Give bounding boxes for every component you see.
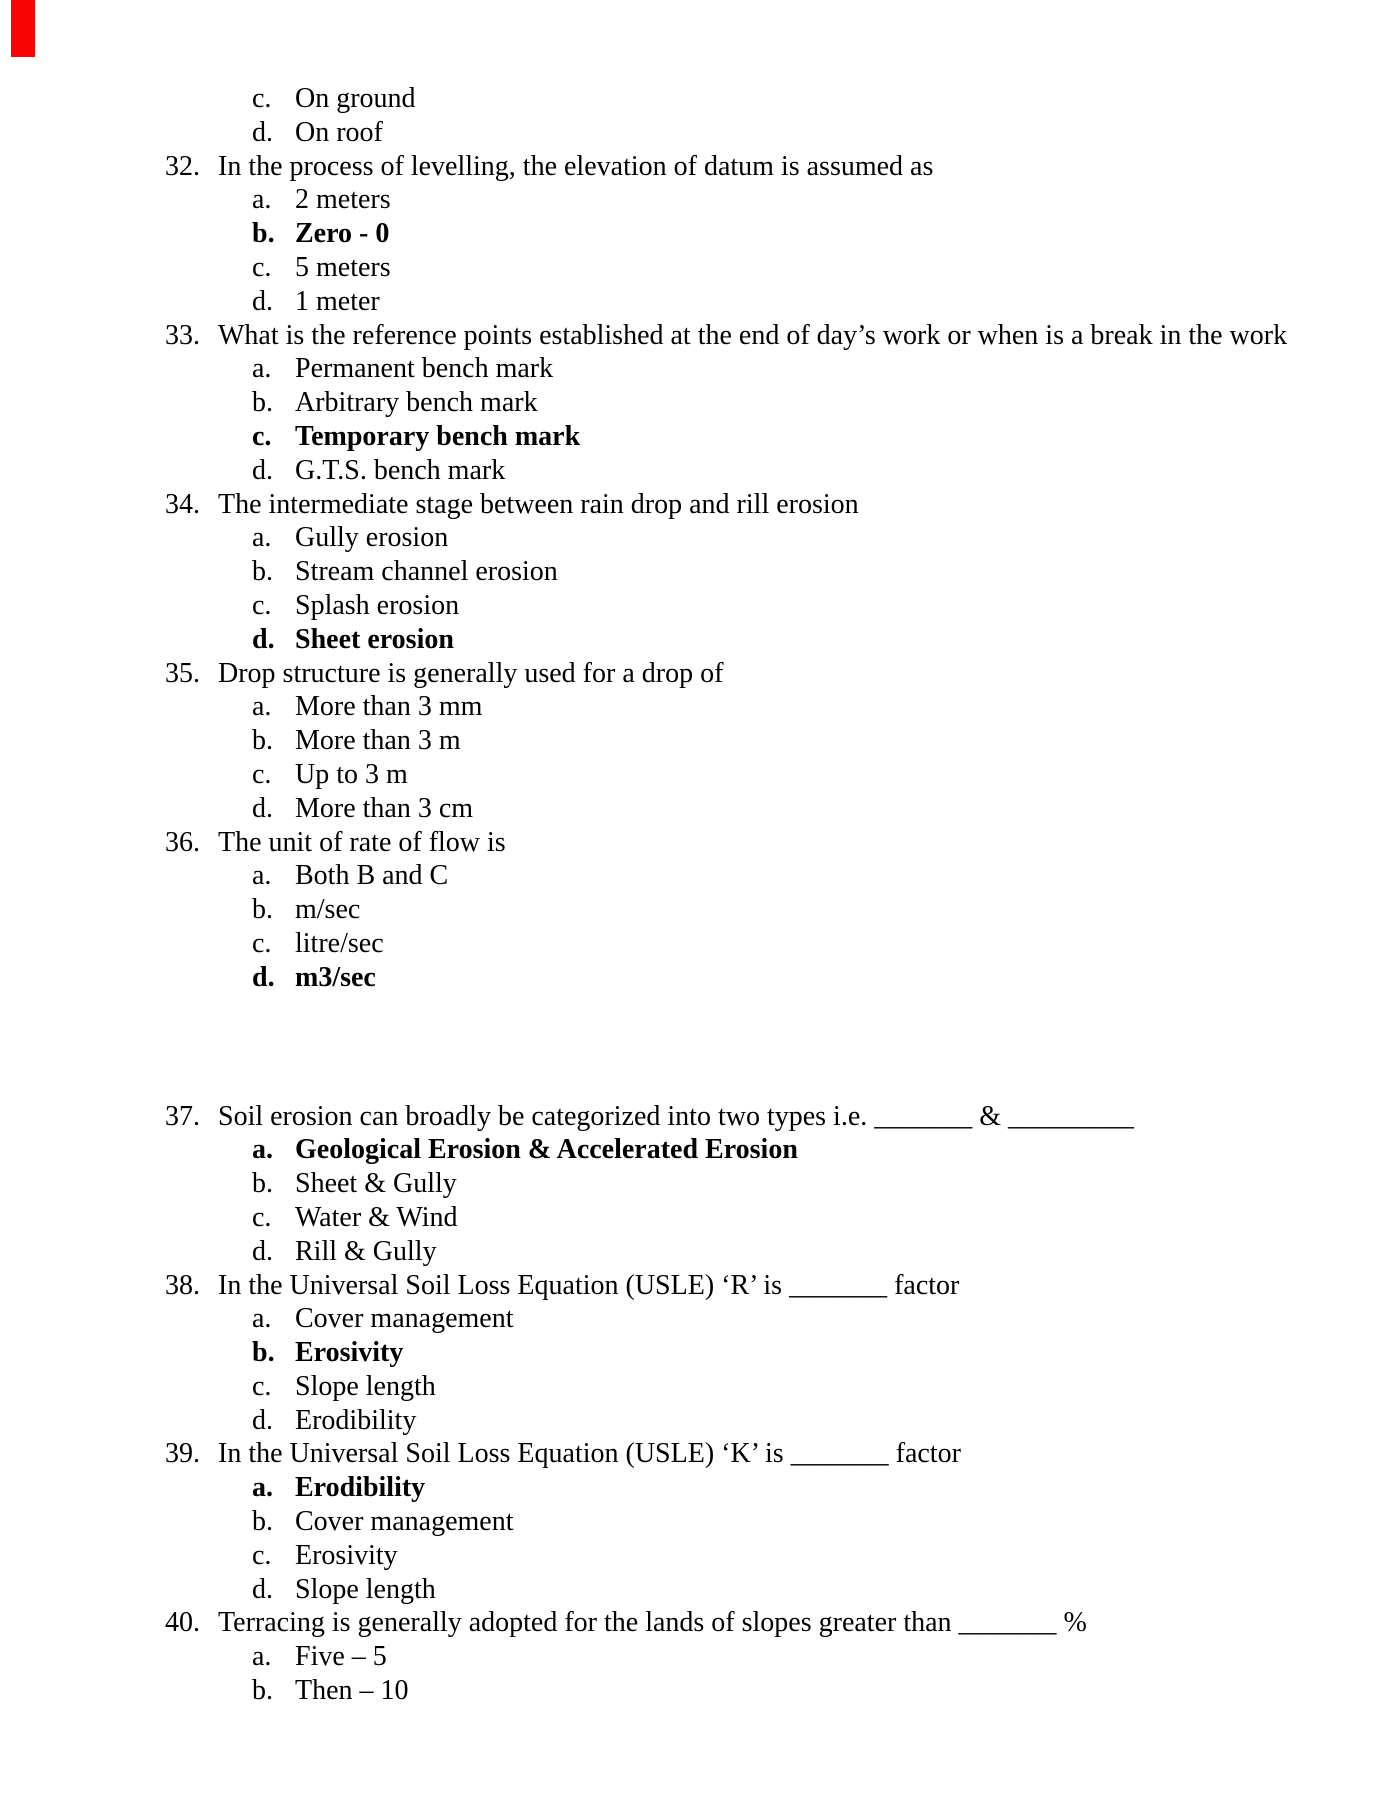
option-text: Stream channel erosion — [295, 556, 558, 588]
option-text: 1 meter — [295, 285, 380, 317]
option-line — [0, 1201, 1380, 1235]
option-letter: d. — [252, 1573, 273, 1605]
question-number: 38. — [165, 1269, 200, 1301]
option-line — [0, 386, 1380, 420]
option-letter: c. — [252, 420, 272, 452]
option-line — [0, 1370, 1380, 1404]
question-line — [0, 1100, 1380, 1134]
option-line — [0, 1471, 1380, 1505]
option-letter: b. — [252, 387, 273, 419]
option-letter: c. — [252, 589, 272, 621]
option-line — [0, 217, 1380, 251]
option-text: Temporary bench mark — [295, 420, 581, 452]
option-line — [0, 1505, 1380, 1539]
option-letter: b. — [252, 556, 273, 588]
red-page-marker — [11, 0, 35, 57]
question-text: In the Universal Soil Loss Equation (USLE) ‘K’ is _______ factor — [218, 1438, 961, 1470]
option-text: Five – 5 — [295, 1641, 387, 1673]
question-number: 39. — [165, 1438, 200, 1470]
option-line — [0, 116, 1380, 150]
option-text: 2 meters — [295, 184, 391, 216]
option-line — [0, 1539, 1380, 1573]
option-text: Arbitrary bench mark — [295, 387, 538, 419]
option-letter: a. — [252, 184, 272, 216]
question-number: 35. — [165, 657, 200, 689]
option-letter: d. — [252, 285, 273, 317]
option-line — [0, 724, 1380, 758]
section-gap — [0, 995, 1380, 1100]
option-letter: a. — [252, 353, 272, 385]
question-number: 36. — [165, 826, 200, 858]
option-text: Cover management — [295, 1303, 514, 1335]
option-text: Slope length — [295, 1370, 436, 1402]
option-letter: c. — [252, 251, 272, 283]
option-letter: d. — [252, 116, 273, 148]
option-text: Permanent bench mark — [295, 353, 554, 385]
option-letter: d. — [252, 961, 275, 993]
option-line — [0, 251, 1380, 285]
option-letter: b. — [252, 894, 273, 926]
option-line — [0, 454, 1380, 488]
question-text: The unit of rate of flow is — [218, 826, 506, 858]
option-line — [0, 183, 1380, 217]
option-line — [0, 1167, 1380, 1201]
option-letter: a. — [252, 691, 272, 723]
question-text: In the Universal Soil Loss Equation (USLE) ‘R’ is _______ factor — [218, 1269, 960, 1301]
option-letter: b. — [252, 1337, 275, 1369]
option-letter: c. — [252, 758, 272, 790]
question-text: In the process of levelling, the elevation of datum is assumed as — [218, 150, 934, 182]
option-line — [0, 521, 1380, 555]
question-number: 40. — [165, 1607, 200, 1639]
option-line — [0, 961, 1380, 995]
question-line — [0, 150, 1380, 184]
option-text: More than 3 m — [295, 725, 461, 757]
option-letter: a. — [252, 1134, 273, 1166]
option-line — [0, 1404, 1380, 1438]
option-text: Slope length — [295, 1573, 436, 1605]
option-letter: c. — [252, 1370, 272, 1402]
option-text: On ground — [295, 83, 416, 114]
question-line — [0, 1269, 1380, 1303]
option-text: Erodibility — [295, 1404, 417, 1436]
option-letter: b. — [252, 1168, 273, 1200]
option-letter: c. — [252, 1539, 272, 1571]
option-line — [0, 285, 1380, 319]
option-text: Sheet erosion — [295, 623, 454, 655]
question-number: 37. — [165, 1100, 200, 1132]
option-letter: d. — [252, 1235, 273, 1267]
option-line — [0, 859, 1380, 893]
option-text: Cover management — [295, 1506, 514, 1538]
question-number: 34. — [165, 488, 200, 520]
option-text: Water & Wind — [295, 1201, 458, 1233]
option-line — [0, 623, 1380, 657]
option-letter: b. — [252, 1675, 273, 1707]
option-letter: a. — [252, 1641, 272, 1673]
question-line — [0, 319, 1380, 353]
option-text: Gully erosion — [295, 522, 449, 554]
question-line — [0, 657, 1380, 691]
option-text: Splash erosion — [295, 589, 460, 621]
option-line — [0, 1133, 1380, 1167]
question-text: The intermediate stage between rain drop and rill erosion — [218, 488, 859, 520]
question-text: What is the reference points established at the end of day’s work or when is a break in the work — [218, 319, 1288, 351]
question-line — [0, 826, 1380, 860]
option-line — [0, 1235, 1380, 1269]
option-text: 5 meters — [295, 251, 391, 283]
option-text: More than 3 mm — [295, 691, 483, 723]
option-letter: b. — [252, 1506, 273, 1538]
option-letter: b. — [252, 725, 273, 757]
option-text: Up to 3 m — [295, 758, 408, 790]
option-letter: d. — [252, 454, 273, 486]
option-letter: b. — [252, 218, 275, 250]
option-line — [0, 589, 1380, 623]
question-number: 32. — [165, 150, 200, 182]
question-text: Drop structure is generally used for a drop of — [218, 657, 724, 689]
option-line — [0, 82, 1380, 116]
option-text: Rill & Gully — [295, 1235, 437, 1267]
option-text: m3/sec — [295, 961, 376, 993]
option-text: Erosivity — [295, 1337, 404, 1369]
question-line — [0, 1437, 1380, 1471]
option-text: m/sec — [295, 894, 361, 926]
option-line — [0, 1674, 1380, 1708]
option-letter: c. — [252, 1201, 272, 1233]
question-text: Terracing is generally adopted for the lands of slopes greater than _______ % — [218, 1607, 1087, 1639]
option-line — [0, 352, 1380, 386]
option-line — [0, 690, 1380, 724]
option-letter: d. — [252, 792, 273, 824]
option-text: Sheet & Gully — [295, 1168, 457, 1200]
option-letter: a. — [252, 1303, 272, 1335]
option-line — [0, 1336, 1380, 1370]
option-line — [0, 758, 1380, 792]
option-line — [0, 792, 1380, 826]
option-line — [0, 555, 1380, 589]
option-line — [0, 893, 1380, 927]
option-line — [0, 1302, 1380, 1336]
option-text: G.T.S. bench mark — [295, 454, 506, 486]
option-text: Geological Erosion & Accelerated Erosion — [295, 1134, 798, 1166]
option-letter: a. — [252, 1472, 273, 1504]
option-line — [0, 420, 1380, 454]
question-line — [0, 1606, 1380, 1640]
document-content — [0, 82, 1380, 1708]
option-line — [0, 1640, 1380, 1674]
option-letter: d. — [252, 623, 275, 655]
option-text: Erodibility — [295, 1472, 426, 1504]
option-text: litre/sec — [295, 927, 384, 959]
option-text: Zero - 0 — [295, 218, 390, 250]
option-text: Both B and C — [295, 860, 449, 892]
option-text: Erosivity — [295, 1539, 398, 1571]
option-letter: c. — [252, 83, 272, 114]
option-text: On roof — [295, 116, 383, 148]
option-line — [0, 927, 1380, 961]
option-letter: c. — [252, 927, 272, 959]
question-line — [0, 488, 1380, 522]
question-text: Soil erosion can broadly be categorized into two types i.e. _______ & _________ — [218, 1100, 1135, 1132]
option-line — [0, 1573, 1380, 1607]
option-letter: d. — [252, 1404, 273, 1436]
option-text: More than 3 cm — [295, 792, 474, 824]
option-letter: a. — [252, 522, 272, 554]
question-number: 33. — [165, 319, 200, 351]
option-letter: a. — [252, 860, 272, 892]
option-text: Then – 10 — [295, 1675, 409, 1707]
